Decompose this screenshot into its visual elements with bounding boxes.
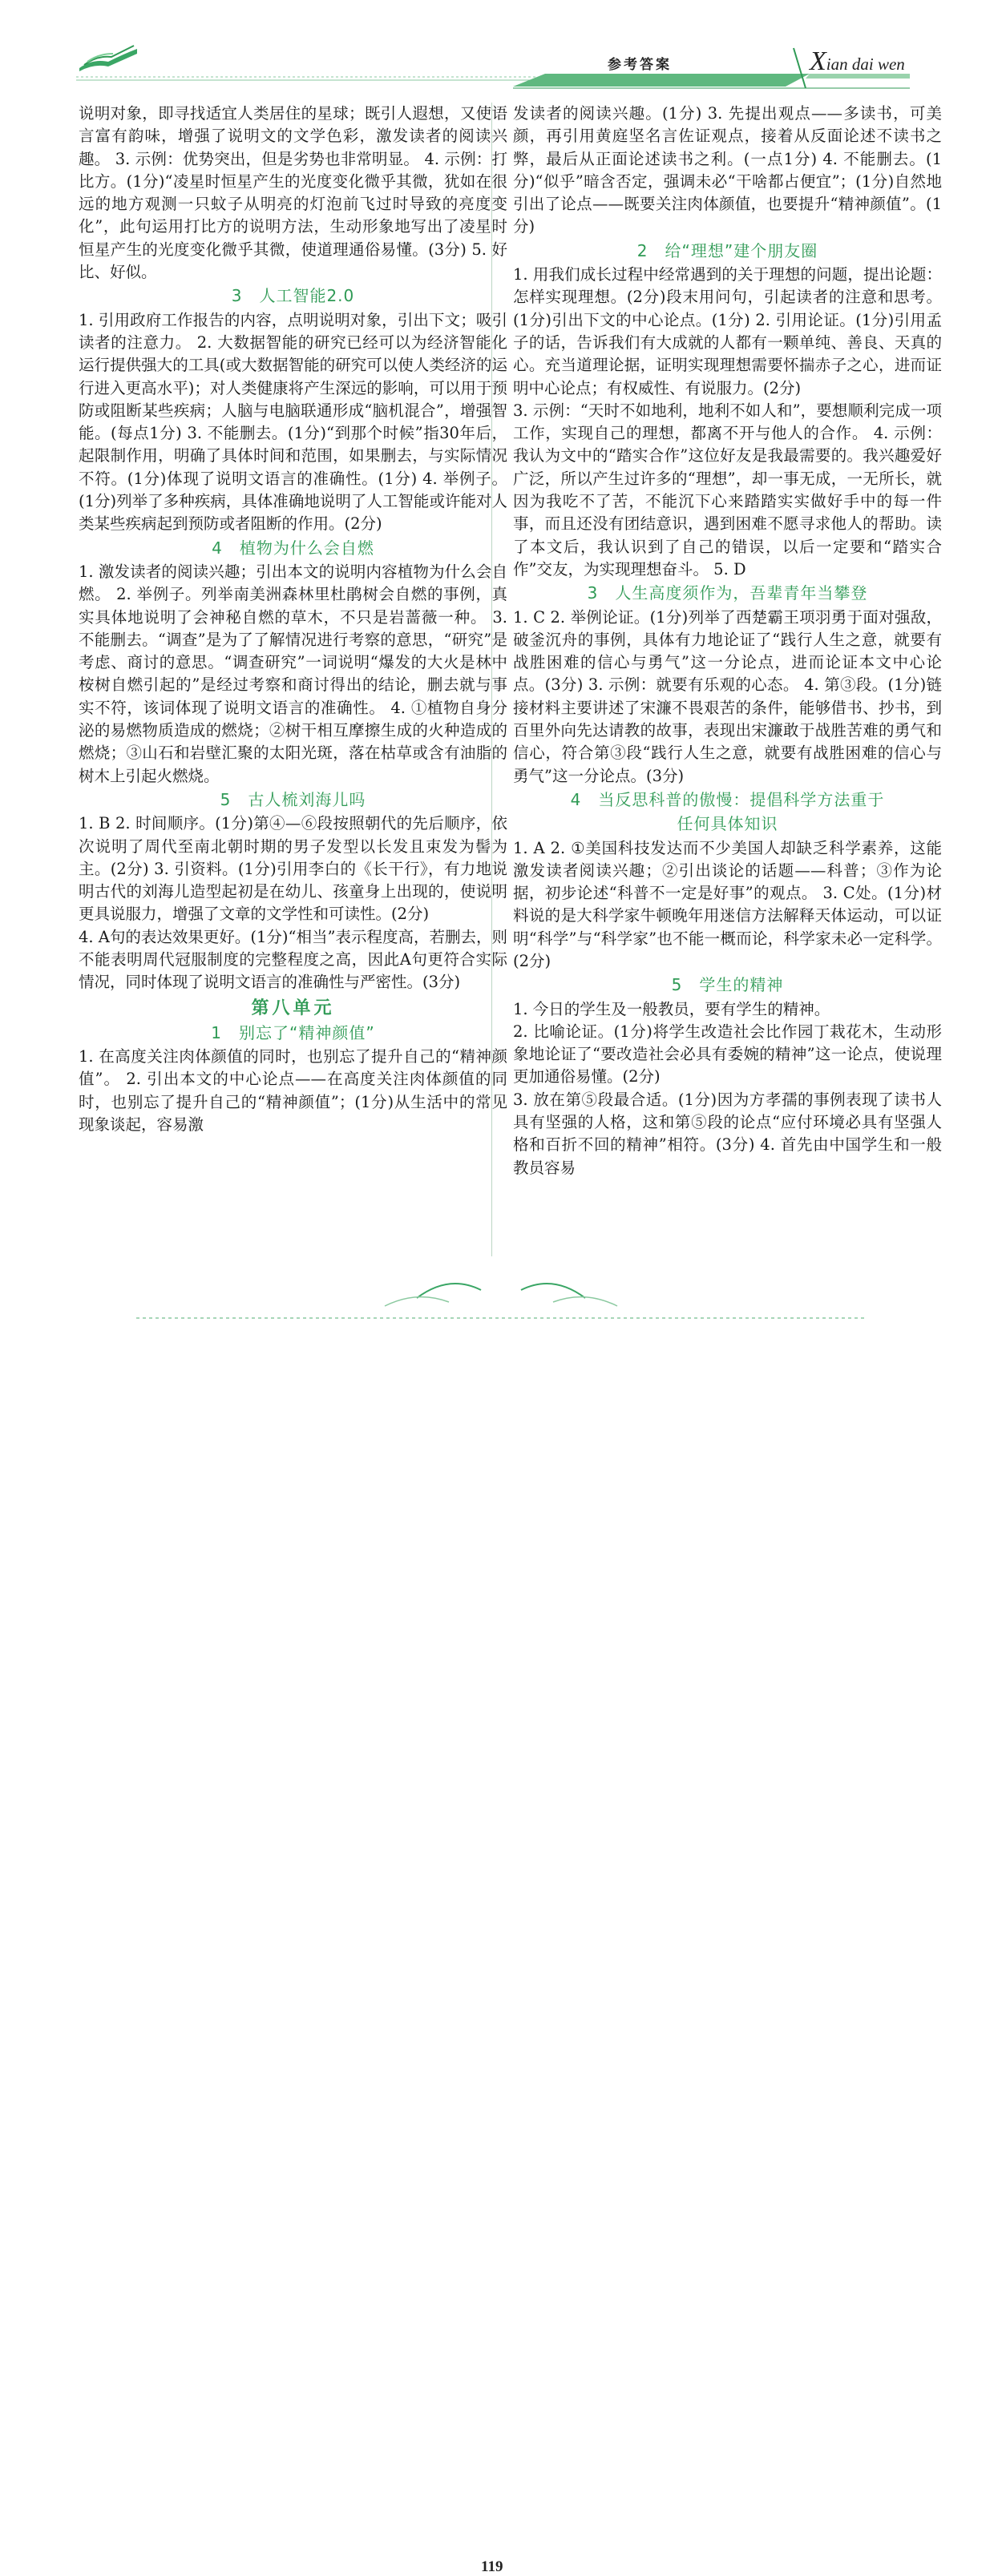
section-title: 4 植物为什么会自燃 <box>212 538 374 558</box>
answer-paragraph: 1. 今日的学生及一般教员，要有学生的精神。 <box>513 999 830 1018</box>
answer-paragraph: 3. 放在第⑤段最合适。(1分)因为方孝孺的事例表现了读书人具有坚强的人格，这和第⑤段的论点“应付环境必具有坚强人格和百折不回的精神”相符。(3分) 4. 首先由中国学生和一般教员容易 <box>513 1090 942 1177</box>
answer-paragraph: 1. 在高度关注肉体颜值的同时，也别忘了提升自己的“精神颜值”。 2. 引出本文的中心论点——在高度关注肉体颜值的同时，也别忘了提升自己的“精神颜值”；(1分)从生活中的常见现象谈起，容易激 <box>79 1047 507 1135</box>
right-column <box>513 103 942 1179</box>
footer-ornament <box>0 1266 1002 1386</box>
section-title: 5 学生的精神 <box>671 975 784 995</box>
header-brand <box>810 46 905 77</box>
section-title: 2 给“理想”建个朋友圈 <box>636 240 818 260</box>
section-title: 5 古人梳刘海儿吗 <box>220 789 366 809</box>
brand-rest: ian dai wen <box>826 54 905 74</box>
section-title: 3 人工智能2.0 <box>231 286 355 306</box>
page-header <box>0 0 1002 96</box>
answer-paragraph: 1. 激发读者的阅读兴趣；引出本文的说明内容植物为什么会自燃。 2. 举例子。列举南美洲森林里杜鹃树会自燃的事例，真实具体地说明了会神秘自燃的草木，不只是岩蔷薇一种。 3. 不能删去。“调查”是为了了解情况进行考察的意思，“研究”是考虑、商讨的意思。“调查研究”一词说明“爆发的大火是林中桉树自燃引起的”是经过考察和商讨得出的结论，删去就与事实不符，该词体现了说明文语言的准确性。 4. ①植物自身分泌的易燃物质造成的燃烧；②树干相互摩擦生成的火种造成的燃烧；③山石和岩壁汇聚的太阳光斑，落在枯草或含有油脂的树木上引起火燃烧。 <box>79 562 507 785</box>
section-title: 3 人生高度须作为，吾辈青年当攀登 <box>587 583 868 603</box>
section-title: 4 当反思科普的傲慢：提倡科学方法重于 <box>570 789 885 809</box>
answer-paragraph: 1. B 2. 时间顺序。(1分)第④—⑥段按照朝代的先后顺序，依次说明了周代至南北朝时期的男子发型以长发且束发为髻为主。(2分) 3. 引资料。(1分)引用李白的《长干行》，有力地说明古代的刘海儿造型起初是在幼儿、孩童身上出现的，使说明更具说服力，增强了文章的文学性和可读性。(2分) <box>79 814 507 924</box>
answer-paragraph: 2. 比喻论证。(1分)将学生改造社会比作园丁栽花木，生动形象地论证了“要改造社会必具有委婉的精神”这一论点，使说理更加通俗易懂。(2分) <box>513 1022 942 1086</box>
header-title: 参考答案 <box>608 57 672 73</box>
answer-paragraph: 说明对象，即寻找适宜人类居住的星球；既引人遐想，又使语言富有韵味，增强了说明文的文学色彩，激发读者的阅读兴趣。 3. 示例：优势突出，但是劣势也非常明显。 4. 示例：打比方。(1分)“凌星时恒星产生的光度变化微乎其微，犹如在很远的地方观测一只蚊子从明亮的灯泡前飞过时导致的亮度变化”，此句运用打比方的说明方法，生动形象地写出了凌星时恒星产生的光度变化微乎其微，使道理通俗易懂。(3分) 5. 好比、好似。 <box>79 104 507 282</box>
answer-paragraph: 1. 用我们成长过程中经常遇到的关于理想的问题，提出论题：怎样实现理想。(2分)段末用问句，引起读者的注意和思考。(1分)引出下文的中心论点。(1分) 2. 引用论证。(1分)引用孟子的话，告诉我们有大成就的人都有一颗单纯、善良、天真的心。充当道理论据，证明实现理想需要怀揣赤子之心，进而证明中心论点；有权威性、有说服力。(2分) <box>513 265 942 397</box>
answer-paragraph: 1. A 2. ①美国科技发达而不少美国人却缺乏科学素养，这能激发读者阅读兴趣；②引出谈论的话题——科普；③作为论据，初步论述“科普不一定是好事”的观点。 3. C处。(1分)材料说的是大科学家牛顿晚年用迷信方法解释天体运动，可以证明“科学”与“科学家”也不能一概而论，科学家未必一定科学。(2分) <box>513 838 942 970</box>
answer-paragraph: 1. C 2. 举例论证。(1分)列举了西楚霸王项羽勇于面对强敌，破釜沉舟的事例，具体有力地论证了“践行人生之意，就要有战胜困难的信心与勇气”这一分论点，进而论证本文中心论点。(3分) 3. 示例：就要有乐观的心态。 4. 第③段。(1分)链接材料主要讲述了宋濂不畏艰苦的条件，能够借书、抄书，到百里外向先达请教的故事，表现出宋濂敢于战胜苦难的勇气和信心，符合第③段“践行人生之意，就要有战胜困难的信心与勇气”这一分论点。(3分) <box>513 607 942 785</box>
page-number: 119 <box>481 2558 503 2575</box>
answer-paragraph: 发读者的阅读兴趣。(1分) 3. 先提出观点——多读书，可美颜，再引用黄庭坚名言佐证观点，接着从反面论述不读书之弊，最后从正面论述读书之利。(一点1分) 4. 不能删去。(1分)“似乎”暗含否定，强调未必“干啥都占便宜”；(1分)自然地引出了论点——既要关注肉体颜值，也要提升“精神颜值”。(1分) <box>513 104 942 236</box>
answer-paragraph: 3. 示例：“天时不如地利，地利不如人和”，要想顺利完成一项工作，实现自己的理想，都离不开与他人的合作。 4. 示例：我认为文中的“踏实合作”这位好友是我最需要的。我兴趣爱好广泛，所以产生过许多的“理想”，却一事无成，一无所长，就因为我吃不了苦，不能沉下心来踏踏实实做好手中的每一件事，而且还没有团结意识，遇到困难不愿寻求他人的帮助。读了本文后，我认识到了自己的错误，以后一定要和“踏实合作”交友，为实现理想奋斗。 5. D <box>513 401 942 578</box>
left-column <box>79 103 507 1136</box>
section-title-continued: 任何具体知识 <box>677 814 778 834</box>
page-footer <box>0 1266 1002 2575</box>
answer-paragraph: 4. A句的表达效果更好。(1分)“相当”表示程度高，若删去，则不能表明周代冠服制度的完整程度之高，因此A句更符合实际情况，同时体现了说明文语言的准确性与严密性。(3分) <box>79 927 507 992</box>
answer-paragraph: 1. 引用政府工作报告的内容，点明说明对象，引出下文；吸引读者的注意力。 2. 大数据智能的研究已经可以为经济智能化运行提供强大的工具(或大数据智能的研究可以使人类经济的运行进入更高水平)；对人类健康将产生深远的影响，可以用于预防或阻断某些疾病；人脑与电脑联通形成“脑机混合”，增强智能。(每点1分) 3. 不能删去。(1分)“到那个时候”指30年后，起限制作用，明确了具体时间和范围，如果删去，与实际情况不符。(1分)体现了说明文语言的准确性。(1分) 4. 举例子。(1分)列举了多种疾病，具体准确地说明了人工智能或许能对人类某些疾病起到预防或者阻断的作用。(2分) <box>79 310 507 534</box>
brand-initial: X <box>810 46 826 76</box>
section-title: 1 别忘了“精神颜值” <box>211 1022 375 1042</box>
unit-heading: 第八单元 <box>251 998 335 1018</box>
